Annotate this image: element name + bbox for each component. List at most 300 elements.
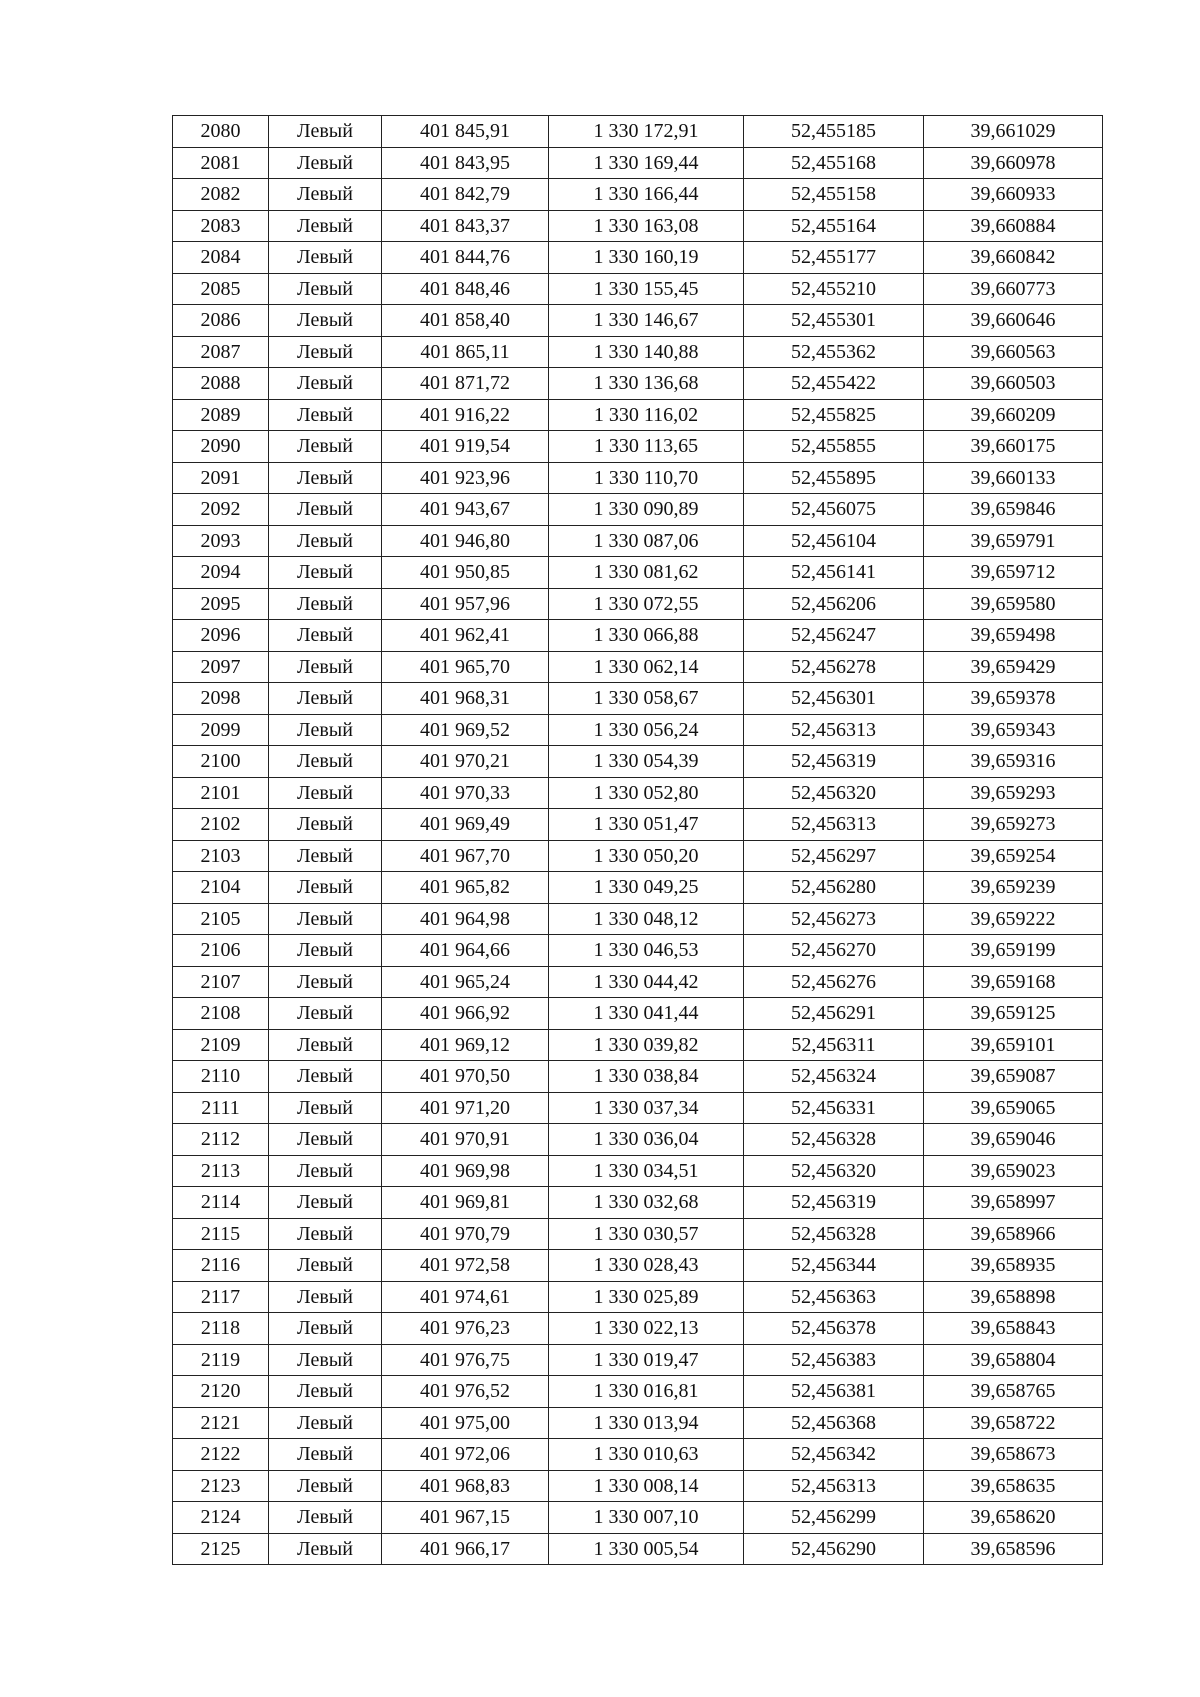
side-cell: Левый (269, 525, 382, 557)
table-row (173, 998, 1103, 1030)
side-cell: Левый (269, 746, 382, 778)
side-cell: Левый (269, 1281, 382, 1313)
table-row (173, 1313, 1103, 1345)
latitude-cell: 52,456320 (744, 777, 924, 809)
side-cell: Левый (269, 1470, 382, 1502)
latitude-cell: 52,456104 (744, 525, 924, 557)
table-row (173, 1470, 1103, 1502)
table-row (173, 588, 1103, 620)
longitude-cell: 39,658635 (924, 1470, 1103, 1502)
side-cell: Левый (269, 1218, 382, 1250)
y-coordinate-cell: 1 330 136,68 (549, 368, 744, 400)
y-coordinate-cell: 1 330 172,91 (549, 116, 744, 148)
table-row (173, 1155, 1103, 1187)
side-cell: Левый (269, 494, 382, 526)
side-cell: Левый (269, 242, 382, 274)
side-cell: Левый (269, 966, 382, 998)
side-cell: Левый (269, 399, 382, 431)
longitude-cell: 39,659343 (924, 714, 1103, 746)
table-row (173, 1029, 1103, 1061)
point-number-cell: 2121 (173, 1407, 269, 1439)
side-cell: Левый (269, 840, 382, 872)
latitude-cell: 52,456344 (744, 1250, 924, 1282)
y-coordinate-cell: 1 330 028,43 (549, 1250, 744, 1282)
point-number-cell: 2113 (173, 1155, 269, 1187)
y-coordinate-cell: 1 330 155,45 (549, 273, 744, 305)
latitude-cell: 52,455210 (744, 273, 924, 305)
x-coordinate-cell: 401 969,98 (382, 1155, 549, 1187)
longitude-cell: 39,660563 (924, 336, 1103, 368)
longitude-cell: 39,659378 (924, 683, 1103, 715)
latitude-cell: 52,456383 (744, 1344, 924, 1376)
table-row (173, 620, 1103, 652)
longitude-cell: 39,659168 (924, 966, 1103, 998)
y-coordinate-cell: 1 330 052,80 (549, 777, 744, 809)
x-coordinate-cell: 401 843,95 (382, 147, 549, 179)
latitude-cell: 52,456319 (744, 1187, 924, 1219)
longitude-cell: 39,660933 (924, 179, 1103, 211)
point-number-cell: 2118 (173, 1313, 269, 1345)
table-row (173, 1439, 1103, 1471)
point-number-cell: 2095 (173, 588, 269, 620)
side-cell: Левый (269, 872, 382, 904)
latitude-cell: 52,456342 (744, 1439, 924, 1471)
x-coordinate-cell: 401 972,06 (382, 1439, 549, 1471)
side-cell: Левый (269, 588, 382, 620)
y-coordinate-cell: 1 330 169,44 (549, 147, 744, 179)
side-cell: Левый (269, 147, 382, 179)
y-coordinate-cell: 1 330 116,02 (549, 399, 744, 431)
latitude-cell: 52,456381 (744, 1376, 924, 1408)
point-number-cell: 2105 (173, 903, 269, 935)
side-cell: Левый (269, 368, 382, 400)
latitude-cell: 52,455164 (744, 210, 924, 242)
point-number-cell: 2114 (173, 1187, 269, 1219)
longitude-cell: 39,660175 (924, 431, 1103, 463)
side-cell: Левый (269, 1533, 382, 1565)
table-row (173, 809, 1103, 841)
point-number-cell: 2098 (173, 683, 269, 715)
y-coordinate-cell: 1 330 058,67 (549, 683, 744, 715)
latitude-cell: 52,455177 (744, 242, 924, 274)
table-row (173, 777, 1103, 809)
point-number-cell: 2091 (173, 462, 269, 494)
longitude-cell: 39,661029 (924, 116, 1103, 148)
table-row (173, 1344, 1103, 1376)
longitude-cell: 39,659023 (924, 1155, 1103, 1187)
side-cell: Левый (269, 1502, 382, 1534)
x-coordinate-cell: 401 848,46 (382, 273, 549, 305)
side-cell: Левый (269, 116, 382, 148)
side-cell: Левый (269, 1313, 382, 1345)
point-number-cell: 2085 (173, 273, 269, 305)
longitude-cell: 39,658843 (924, 1313, 1103, 1345)
x-coordinate-cell: 401 865,11 (382, 336, 549, 368)
point-number-cell: 2090 (173, 431, 269, 463)
y-coordinate-cell: 1 330 039,82 (549, 1029, 744, 1061)
point-number-cell: 2122 (173, 1439, 269, 1471)
longitude-cell: 39,659498 (924, 620, 1103, 652)
table-row (173, 746, 1103, 778)
longitude-cell: 39,659101 (924, 1029, 1103, 1061)
side-cell: Левый (269, 336, 382, 368)
side-cell: Левый (269, 1407, 382, 1439)
latitude-cell: 52,456313 (744, 714, 924, 746)
side-cell: Левый (269, 1029, 382, 1061)
x-coordinate-cell: 401 975,00 (382, 1407, 549, 1439)
x-coordinate-cell: 401 974,61 (382, 1281, 549, 1313)
side-cell: Левый (269, 179, 382, 211)
latitude-cell: 52,455855 (744, 431, 924, 463)
y-coordinate-cell: 1 330 049,25 (549, 872, 744, 904)
x-coordinate-cell: 401 972,58 (382, 1250, 549, 1282)
point-number-cell: 2119 (173, 1344, 269, 1376)
x-coordinate-cell: 401 923,96 (382, 462, 549, 494)
table-row (173, 1281, 1103, 1313)
latitude-cell: 52,456328 (744, 1124, 924, 1156)
y-coordinate-cell: 1 330 022,13 (549, 1313, 744, 1345)
latitude-cell: 52,456290 (744, 1533, 924, 1565)
x-coordinate-cell: 401 976,52 (382, 1376, 549, 1408)
latitude-cell: 52,455895 (744, 462, 924, 494)
x-coordinate-cell: 401 970,33 (382, 777, 549, 809)
table-row (173, 273, 1103, 305)
table-row (173, 210, 1103, 242)
y-coordinate-cell: 1 330 090,89 (549, 494, 744, 526)
side-cell: Левый (269, 431, 382, 463)
longitude-cell: 39,659580 (924, 588, 1103, 620)
point-number-cell: 2108 (173, 998, 269, 1030)
longitude-cell: 39,659273 (924, 809, 1103, 841)
latitude-cell: 52,456141 (744, 557, 924, 589)
table-row (173, 1502, 1103, 1534)
x-coordinate-cell: 401 976,75 (382, 1344, 549, 1376)
table-row (173, 872, 1103, 904)
point-number-cell: 2110 (173, 1061, 269, 1093)
table-row (173, 305, 1103, 337)
longitude-cell: 39,659712 (924, 557, 1103, 589)
longitude-cell: 39,659065 (924, 1092, 1103, 1124)
side-cell: Левый (269, 1124, 382, 1156)
side-cell: Левый (269, 1155, 382, 1187)
longitude-cell: 39,658966 (924, 1218, 1103, 1250)
table-row (173, 1187, 1103, 1219)
latitude-cell: 52,456363 (744, 1281, 924, 1313)
latitude-cell: 52,456324 (744, 1061, 924, 1093)
longitude-cell: 39,659199 (924, 935, 1103, 967)
x-coordinate-cell: 401 964,66 (382, 935, 549, 967)
x-coordinate-cell: 401 916,22 (382, 399, 549, 431)
side-cell: Левый (269, 1092, 382, 1124)
y-coordinate-cell: 1 330 013,94 (549, 1407, 744, 1439)
latitude-cell: 52,456297 (744, 840, 924, 872)
point-number-cell: 2109 (173, 1029, 269, 1061)
x-coordinate-cell: 401 962,41 (382, 620, 549, 652)
x-coordinate-cell: 401 964,98 (382, 903, 549, 935)
y-coordinate-cell: 1 330 081,62 (549, 557, 744, 589)
table-row (173, 903, 1103, 935)
x-coordinate-cell: 401 969,52 (382, 714, 549, 746)
y-coordinate-cell: 1 330 056,24 (549, 714, 744, 746)
table-row (173, 1533, 1103, 1565)
longitude-cell: 39,659791 (924, 525, 1103, 557)
x-coordinate-cell: 401 950,85 (382, 557, 549, 589)
point-number-cell: 2094 (173, 557, 269, 589)
point-number-cell: 2082 (173, 179, 269, 211)
x-coordinate-cell: 401 858,40 (382, 305, 549, 337)
longitude-cell: 39,659239 (924, 872, 1103, 904)
table-row (173, 1061, 1103, 1093)
y-coordinate-cell: 1 330 066,88 (549, 620, 744, 652)
point-number-cell: 2087 (173, 336, 269, 368)
latitude-cell: 52,456328 (744, 1218, 924, 1250)
longitude-cell: 39,658620 (924, 1502, 1103, 1534)
table-row (173, 966, 1103, 998)
table-row (173, 1407, 1103, 1439)
side-cell: Левый (269, 210, 382, 242)
longitude-cell: 39,660646 (924, 305, 1103, 337)
point-number-cell: 2080 (173, 116, 269, 148)
y-coordinate-cell: 1 330 166,44 (549, 179, 744, 211)
latitude-cell: 52,455168 (744, 147, 924, 179)
point-number-cell: 2123 (173, 1470, 269, 1502)
x-coordinate-cell: 401 943,67 (382, 494, 549, 526)
side-cell: Левый (269, 462, 382, 494)
x-coordinate-cell: 401 967,15 (382, 1502, 549, 1534)
x-coordinate-cell: 401 976,23 (382, 1313, 549, 1345)
x-coordinate-cell: 401 967,70 (382, 840, 549, 872)
x-coordinate-cell: 401 971,20 (382, 1092, 549, 1124)
longitude-cell: 39,659429 (924, 651, 1103, 683)
x-coordinate-cell: 401 843,37 (382, 210, 549, 242)
latitude-cell: 52,456368 (744, 1407, 924, 1439)
table-row (173, 714, 1103, 746)
point-number-cell: 2101 (173, 777, 269, 809)
side-cell: Левый (269, 683, 382, 715)
point-number-cell: 2111 (173, 1092, 269, 1124)
point-number-cell: 2107 (173, 966, 269, 998)
point-number-cell: 2120 (173, 1376, 269, 1408)
point-number-cell: 2083 (173, 210, 269, 242)
side-cell: Левый (269, 651, 382, 683)
latitude-cell: 52,456270 (744, 935, 924, 967)
point-number-cell: 2093 (173, 525, 269, 557)
y-coordinate-cell: 1 330 046,53 (549, 935, 744, 967)
table-row (173, 179, 1103, 211)
table-row (173, 651, 1103, 683)
y-coordinate-cell: 1 330 160,19 (549, 242, 744, 274)
point-number-cell: 2106 (173, 935, 269, 967)
x-coordinate-cell: 401 842,79 (382, 179, 549, 211)
table-row (173, 116, 1103, 148)
side-cell: Левый (269, 305, 382, 337)
y-coordinate-cell: 1 330 034,51 (549, 1155, 744, 1187)
side-cell: Левый (269, 273, 382, 305)
y-coordinate-cell: 1 330 050,20 (549, 840, 744, 872)
table-row (173, 336, 1103, 368)
table-row (173, 840, 1103, 872)
x-coordinate-cell: 401 946,80 (382, 525, 549, 557)
table-row (173, 242, 1103, 274)
x-coordinate-cell: 401 965,70 (382, 651, 549, 683)
latitude-cell: 52,455422 (744, 368, 924, 400)
y-coordinate-cell: 1 330 008,14 (549, 1470, 744, 1502)
point-number-cell: 2086 (173, 305, 269, 337)
longitude-cell: 39,658898 (924, 1281, 1103, 1313)
latitude-cell: 52,456273 (744, 903, 924, 935)
y-coordinate-cell: 1 330 041,44 (549, 998, 744, 1030)
x-coordinate-cell: 401 969,81 (382, 1187, 549, 1219)
x-coordinate-cell: 401 845,91 (382, 116, 549, 148)
longitude-cell: 39,660503 (924, 368, 1103, 400)
y-coordinate-cell: 1 330 054,39 (549, 746, 744, 778)
longitude-cell: 39,658673 (924, 1439, 1103, 1471)
longitude-cell: 39,659125 (924, 998, 1103, 1030)
side-cell: Левый (269, 620, 382, 652)
longitude-cell: 39,660209 (924, 399, 1103, 431)
latitude-cell: 52,456313 (744, 809, 924, 841)
latitude-cell: 52,455158 (744, 179, 924, 211)
table-row (173, 525, 1103, 557)
y-coordinate-cell: 1 330 010,63 (549, 1439, 744, 1471)
point-number-cell: 2112 (173, 1124, 269, 1156)
side-cell: Левый (269, 903, 382, 935)
latitude-cell: 52,455185 (744, 116, 924, 148)
x-coordinate-cell: 401 965,24 (382, 966, 549, 998)
latitude-cell: 52,456291 (744, 998, 924, 1030)
x-coordinate-cell: 401 970,50 (382, 1061, 549, 1093)
latitude-cell: 52,456331 (744, 1092, 924, 1124)
table-row (173, 935, 1103, 967)
point-number-cell: 2115 (173, 1218, 269, 1250)
y-coordinate-cell: 1 330 036,04 (549, 1124, 744, 1156)
y-coordinate-cell: 1 330 032,68 (549, 1187, 744, 1219)
table-row (173, 399, 1103, 431)
latitude-cell: 52,456247 (744, 620, 924, 652)
side-cell: Левый (269, 809, 382, 841)
table-row (173, 683, 1103, 715)
side-cell: Левый (269, 714, 382, 746)
x-coordinate-cell: 401 970,21 (382, 746, 549, 778)
longitude-cell: 39,658765 (924, 1376, 1103, 1408)
point-number-cell: 2103 (173, 840, 269, 872)
side-cell: Левый (269, 1344, 382, 1376)
table-row (173, 431, 1103, 463)
y-coordinate-cell: 1 330 030,57 (549, 1218, 744, 1250)
point-number-cell: 2097 (173, 651, 269, 683)
y-coordinate-cell: 1 330 016,81 (549, 1376, 744, 1408)
point-number-cell: 2117 (173, 1281, 269, 1313)
longitude-cell: 39,659316 (924, 746, 1103, 778)
latitude-cell: 52,455301 (744, 305, 924, 337)
y-coordinate-cell: 1 330 044,42 (549, 966, 744, 998)
coordinates-table-body (173, 116, 1103, 1565)
y-coordinate-cell: 1 330 051,47 (549, 809, 744, 841)
table-row (173, 147, 1103, 179)
longitude-cell: 39,658722 (924, 1407, 1103, 1439)
x-coordinate-cell: 401 919,54 (382, 431, 549, 463)
table-row (173, 1092, 1103, 1124)
point-number-cell: 2092 (173, 494, 269, 526)
side-cell: Левый (269, 998, 382, 1030)
latitude-cell: 52,456301 (744, 683, 924, 715)
longitude-cell: 39,659087 (924, 1061, 1103, 1093)
x-coordinate-cell: 401 957,96 (382, 588, 549, 620)
latitude-cell: 52,456276 (744, 966, 924, 998)
latitude-cell: 52,455825 (744, 399, 924, 431)
y-coordinate-cell: 1 330 037,34 (549, 1092, 744, 1124)
latitude-cell: 52,456278 (744, 651, 924, 683)
longitude-cell: 39,660773 (924, 273, 1103, 305)
table-row (173, 1218, 1103, 1250)
x-coordinate-cell: 401 844,76 (382, 242, 549, 274)
latitude-cell: 52,456313 (744, 1470, 924, 1502)
latitude-cell: 52,456075 (744, 494, 924, 526)
point-number-cell: 2088 (173, 368, 269, 400)
longitude-cell: 39,658596 (924, 1533, 1103, 1565)
point-number-cell: 2125 (173, 1533, 269, 1565)
latitude-cell: 52,456206 (744, 588, 924, 620)
y-coordinate-cell: 1 330 025,89 (549, 1281, 744, 1313)
point-number-cell: 2124 (173, 1502, 269, 1534)
point-number-cell: 2096 (173, 620, 269, 652)
x-coordinate-cell: 401 966,17 (382, 1533, 549, 1565)
y-coordinate-cell: 1 330 110,70 (549, 462, 744, 494)
latitude-cell: 52,456378 (744, 1313, 924, 1345)
x-coordinate-cell: 401 970,91 (382, 1124, 549, 1156)
point-number-cell: 2102 (173, 809, 269, 841)
y-coordinate-cell: 1 330 062,14 (549, 651, 744, 683)
side-cell: Левый (269, 1061, 382, 1093)
table-row (173, 494, 1103, 526)
longitude-cell: 39,658997 (924, 1187, 1103, 1219)
x-coordinate-cell: 401 969,49 (382, 809, 549, 841)
longitude-cell: 39,659222 (924, 903, 1103, 935)
x-coordinate-cell: 401 970,79 (382, 1218, 549, 1250)
point-number-cell: 2100 (173, 746, 269, 778)
table-row (173, 1376, 1103, 1408)
y-coordinate-cell: 1 330 146,67 (549, 305, 744, 337)
point-number-cell: 2104 (173, 872, 269, 904)
point-number-cell: 2099 (173, 714, 269, 746)
longitude-cell: 39,660133 (924, 462, 1103, 494)
table-row (173, 557, 1103, 589)
point-number-cell: 2081 (173, 147, 269, 179)
coordinates-table (172, 115, 1103, 1565)
latitude-cell: 52,455362 (744, 336, 924, 368)
y-coordinate-cell: 1 330 007,10 (549, 1502, 744, 1534)
y-coordinate-cell: 1 330 048,12 (549, 903, 744, 935)
table-row (173, 368, 1103, 400)
x-coordinate-cell: 401 968,83 (382, 1470, 549, 1502)
longitude-cell: 39,660842 (924, 242, 1103, 274)
side-cell: Левый (269, 1439, 382, 1471)
side-cell: Левый (269, 1187, 382, 1219)
longitude-cell: 39,658935 (924, 1250, 1103, 1282)
y-coordinate-cell: 1 330 072,55 (549, 588, 744, 620)
side-cell: Левый (269, 1250, 382, 1282)
table-row (173, 1250, 1103, 1282)
longitude-cell: 39,659846 (924, 494, 1103, 526)
table-row (173, 1124, 1103, 1156)
x-coordinate-cell: 401 968,31 (382, 683, 549, 715)
latitude-cell: 52,456311 (744, 1029, 924, 1061)
y-coordinate-cell: 1 330 019,47 (549, 1344, 744, 1376)
y-coordinate-cell: 1 330 005,54 (549, 1533, 744, 1565)
x-coordinate-cell: 401 965,82 (382, 872, 549, 904)
latitude-cell: 52,456280 (744, 872, 924, 904)
latitude-cell: 52,456319 (744, 746, 924, 778)
